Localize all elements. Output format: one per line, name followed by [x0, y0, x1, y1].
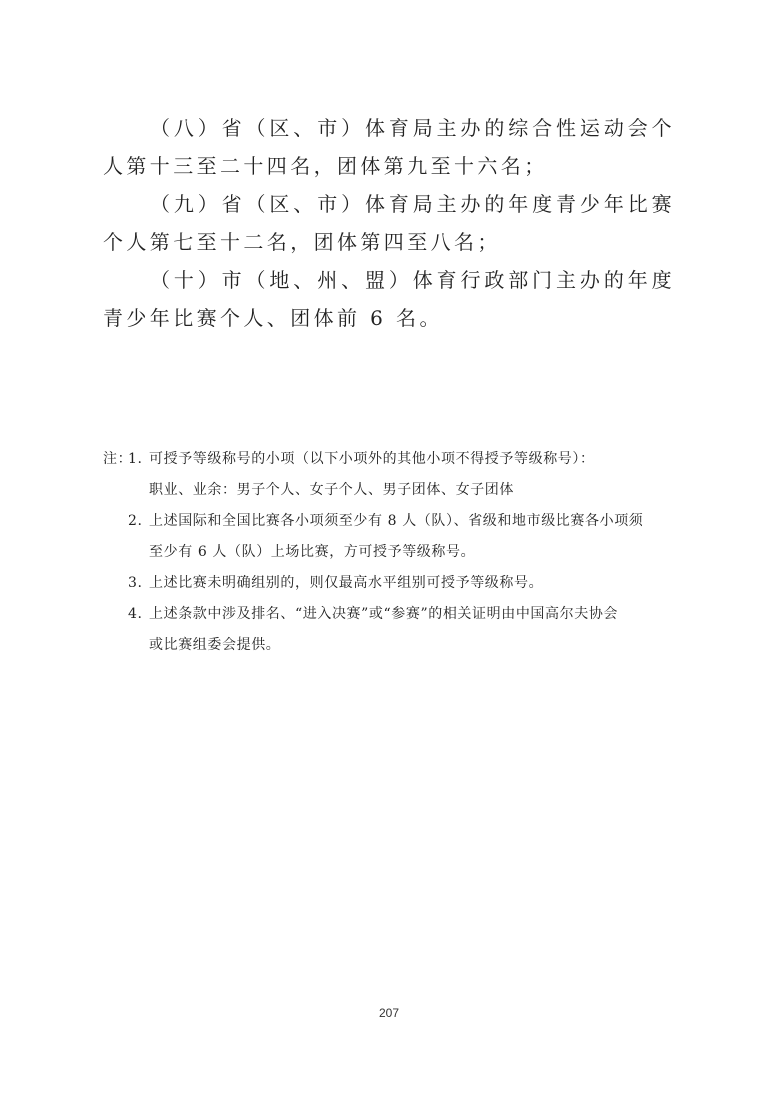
note-body: [149, 599, 683, 661]
note-line: 或比赛组委会提供。: [149, 637, 281, 653]
note-number: 1.: [128, 451, 143, 467]
note-number: 4.: [128, 606, 143, 622]
paragraph-item-10: （十）市（地、州、盟）体育行政部门主办的年度青少年比赛个人、团体前 6 名。: [103, 268, 675, 330]
note-item-1: [103, 444, 683, 506]
notes-prefix: 注：: [103, 451, 133, 467]
note-item-3: [103, 568, 683, 599]
note-item-4: [103, 599, 683, 661]
note-line: 至少有 6 人（队）上场比赛，方可授予等级称号。: [149, 544, 476, 560]
note-body: [149, 506, 683, 568]
note-line: 上述国际和全国比赛各小项须至少有 8 人（队）、省级和地市级比赛各小项须: [149, 513, 644, 529]
note-body: [149, 444, 683, 506]
note-line: 职业、业余：男子个人、女子个人、男子团体、女子团体: [149, 482, 514, 498]
note-number: 2.: [128, 513, 143, 529]
paragraph-item-8: （八）省（区、市）体育局主办的综合性运动会个人第十三至二十四名，团体第九至十六名；: [103, 116, 675, 178]
note-body: [149, 568, 683, 599]
note-number: 3.: [128, 575, 143, 591]
note-item-2: [103, 506, 683, 568]
note-line: 可授予等级称号的小项（以下小项外的其他小项不得授予等级称号）：: [149, 451, 595, 467]
note-line: 上述比赛未明确组别的，则仅最高水平组别可授予等级称号。: [149, 575, 544, 591]
paragraph-item-9: （九）省（区、市）体育局主办的年度青少年比赛个人第七至十二名，团体第四至八名；: [103, 192, 675, 254]
notes-section: [103, 444, 683, 661]
page-number: 207: [378, 1006, 400, 1020]
note-line: 上述条款中涉及排名、“进入决赛”或“参赛”的相关证明由中国高尔夫协会: [149, 606, 619, 622]
